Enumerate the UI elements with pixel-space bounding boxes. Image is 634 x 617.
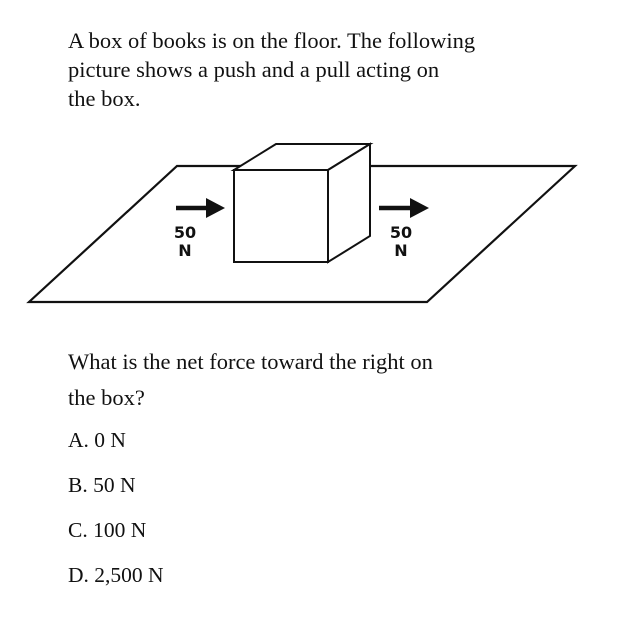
choice-letter: D.: [68, 563, 89, 587]
choice-a[interactable]: [68, 426, 164, 471]
force-diagram: [0, 140, 634, 310]
choice-letter: C.: [68, 518, 88, 542]
choice-letter: B.: [68, 473, 88, 497]
box-of-books: [234, 144, 370, 262]
pull-arrow-icon: [379, 198, 429, 218]
right-force-value: 50: [389, 223, 413, 242]
choice-b[interactable]: [68, 471, 164, 516]
choice-text: 100 N: [93, 518, 147, 542]
prompt-text: [68, 344, 588, 416]
choice-letter: A.: [68, 428, 89, 452]
question-line-3: the box.: [68, 86, 141, 111]
choice-text: 50 N: [93, 473, 136, 497]
choice-d[interactable]: [68, 561, 164, 606]
choice-text: 0 N: [94, 428, 126, 452]
answer-choices: [68, 426, 164, 606]
question-line-1: A box of books is on the floor. The following: [68, 28, 476, 53]
prompt-line-2: the box?: [68, 385, 145, 410]
left-force-value: 50: [173, 223, 197, 242]
left-force-unit: N: [178, 241, 192, 260]
right-force-unit: N: [394, 241, 408, 260]
push-arrow-icon: [176, 198, 225, 218]
question-text: [68, 26, 588, 113]
question-line-2: picture shows a push and a pull acting on: [68, 57, 440, 82]
choice-c[interactable]: [68, 516, 164, 561]
prompt-line-1: What is the net force toward the right on: [68, 349, 433, 374]
choice-text: 2,500 N: [94, 563, 164, 587]
